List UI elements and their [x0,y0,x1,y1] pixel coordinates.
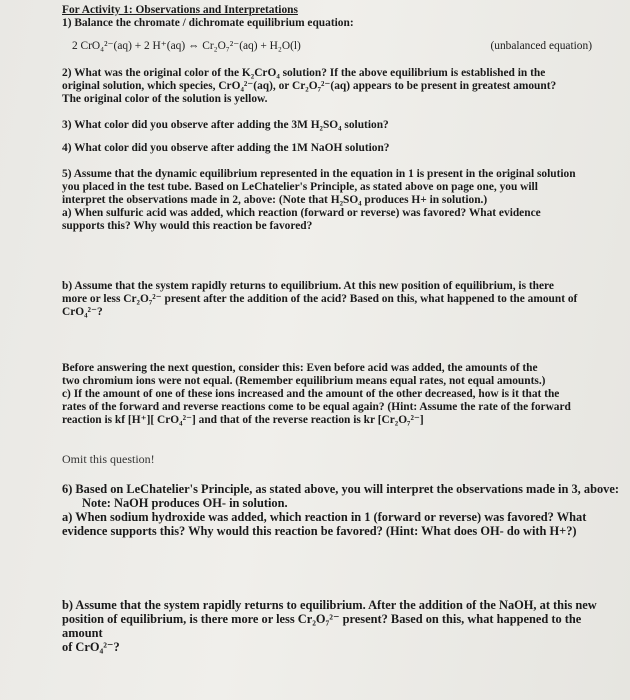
question-5-line-1: 5) Assume that the dynamic equilibrium represented in the equation in 1 is present in the original solution [62,168,576,180]
question-4: 4) What color did you observe after adding the 1M NaOH solution? [62,142,390,154]
question-6a-line-2: evidence supports this? Why would this reaction be favored? (Hint: What does OH- do with H+?) [62,524,577,538]
question-5-line-3: interpret the observations made in 2, above: (Note that H₂SO₄ produces H+ in solution.) [62,194,488,206]
question-5c-line-2: two chromium ions were not equal. (Remember equilibrium means equal rates, not equal amounts.) [62,375,546,387]
omit-note: Omit this question! [62,452,155,466]
question-5c-line-1: Before answering the next question, consider this: Even before acid was added, the amounts of the [62,362,538,374]
question-5a-line-2: supports this? Why would this reaction be favored? [62,220,313,232]
question-5 [62,168,622,233]
question-5c-line-5: reaction is kf [H⁺][ CrO₄²⁻] and that of the reverse reaction is kr [Cr₂O₇²⁻] [62,414,424,426]
question-2-line-2: original solution, which species, CrO₄²⁻(aq), or Cr₂O₇²⁻(aq) appears to be present in greatest amount? [62,80,557,92]
question-5-line-2: you placed in the test tube. Based on LeChatelier's Principle, as stated above on page one, you will [62,181,538,193]
question-5c-line-4: rates of the forward and reverse reactions come to be equal again? (Hint: Assume the rate of the forward [62,401,571,413]
question-5c [62,362,622,427]
equation-note: (unbalanced equation) [490,40,592,52]
question-5b-line-1: b) Assume that the system rapidly returns to equilibrium. At this new position of equilibrium, is there [62,280,554,292]
question-6b-line-2: position of equilibrium, is there more or less Cr₂O₇²⁻ present? Based on this, what happened to the amount [62,612,582,640]
question-3: 3) What color did you observe after adding the 3M H₂SO₄ solution? [62,119,389,131]
chemical-equation: 2 CrO₄²⁻(aq) + 2 H⁺(aq) ⇔ Cr₂O₇²⁻(aq) + H₂O(l) [72,40,301,52]
question-5b [62,280,622,319]
question-6 [62,482,622,538]
question-6b-line-3: of CrO₄²⁻? [62,640,120,654]
question-2 [62,67,622,106]
question-6-note: Note: NaOH produces OH- in solution. [82,496,288,510]
page-title: For Activity 1: Observations and Interpretations [62,4,298,16]
question-5b-line-2: more or less Cr₂O₇²⁻ present after the addition of the acid? Based on this, what happened to the amount of [62,293,578,305]
question-2-line-1: 2) What was the original color of the K₂CrO₄ solution? If the above equilibrium is established in the [62,67,546,79]
question-2-answer: The original color of the solution is yellow. [62,93,268,105]
section-header [62,4,622,30]
equation-row [72,40,630,53]
question-6b [62,598,622,654]
question-1: 1) Balance the chromate / dichromate equilibrium equation: [62,17,354,29]
question-5c-line-3: c) If the amount of one of these ions increased and the amount of the other decreased, how is it that the [62,388,560,400]
question-5a-line-1: a) When sulfuric acid was added, which reaction (forward or reverse) was favored? What evidence [62,207,541,219]
question-5b-line-3: CrO₄²⁻? [62,306,103,318]
question-6-line-1: 6) Based on LeChatelier's Principle, as stated above, you will interpret the observations made in 3, above: [62,482,619,496]
question-6b-line-1: b) Assume that the system rapidly returns to equilibrium. After the addition of the NaOH, at this new [62,598,597,612]
question-6a-line-1: a) When sodium hydroxide was added, which reaction in 1 (forward or reverse) was favored? What [62,510,587,524]
